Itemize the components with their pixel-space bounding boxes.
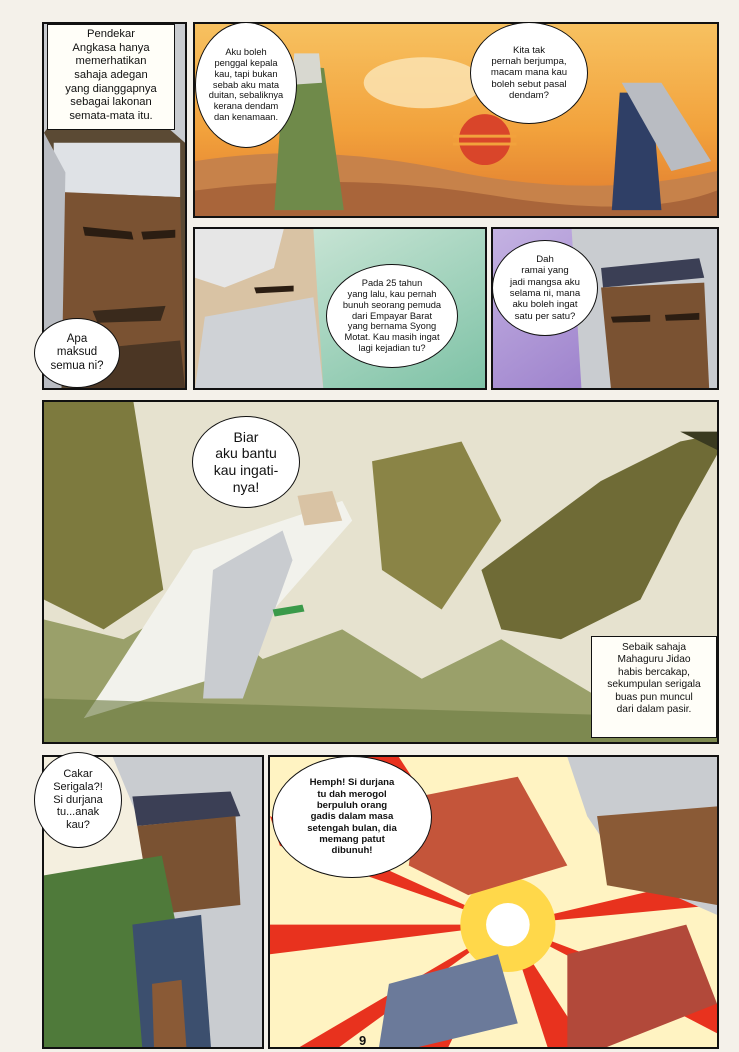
- speech-bubble-let-me-help-text: Biar aku bantu kau ingati- nya!: [213, 428, 279, 495]
- speech-bubble-wolf-claw: [34, 752, 122, 848]
- speech-bubble-hero-many-victims-text: Dah ramai yang jadi mangsa aku selama ni, mana aku boleh ingat satu per satu?: [509, 254, 581, 322]
- speech-bubble-master-25-years-text: Pada 25 tahun yang lalu, kau pernah bunuh seorang pemuda dari Empayar Barat yang bernama Syong Motat. Kau masih ingat lagi kejadian tu?: [342, 277, 442, 354]
- speech-bubble-let-me-help: [192, 416, 300, 508]
- speech-bubble-what-meaning-text: Apa maksud semua ni?: [50, 332, 104, 372]
- speech-bubble-hero-never-met-text: Kita tak pernah berjumpa, macam mana kau boleh sebut pasal dendam?: [490, 44, 568, 101]
- speech-bubble-hero-many-victims: [492, 240, 598, 336]
- speech-bubble-master-25-years: [326, 264, 458, 368]
- narration-caption-top: Pendekar Angkasa hanya memerhatikan sahaja adegan yang dianggapnya sebagai lakonan semata-mata itu.: [47, 24, 175, 130]
- speech-bubble-what-meaning: [34, 318, 120, 388]
- speech-bubble-hero-never-met: [470, 22, 588, 124]
- narration-caption-wolves: Sebaik sahaja Mahaguru Jidao habis bercakap, sekumpulan serigala buas pun muncul dari dalam pasir.: [591, 636, 717, 738]
- speech-bubble-master-behead: [195, 22, 297, 148]
- speech-bubble-master-behead-text: Aku boleh penggal kepala kau, tapi bukan sebab aku mata duitan, sebaliknya kerana dendam dan kenamaan.: [208, 46, 284, 123]
- page-number: 9: [359, 1033, 367, 1048]
- speech-bubble-wolf-claw-text: Cakar Serigala?! Si durjana tu...anak kau?: [53, 767, 103, 832]
- speech-bubble-hemph: [272, 756, 432, 878]
- speech-bubble-hemph-text: Hemph! Si durjana tu dah merogol berpuluh orang gadis dalam masa setengah bulan, dia memang patut dibunuh!: [307, 777, 397, 857]
